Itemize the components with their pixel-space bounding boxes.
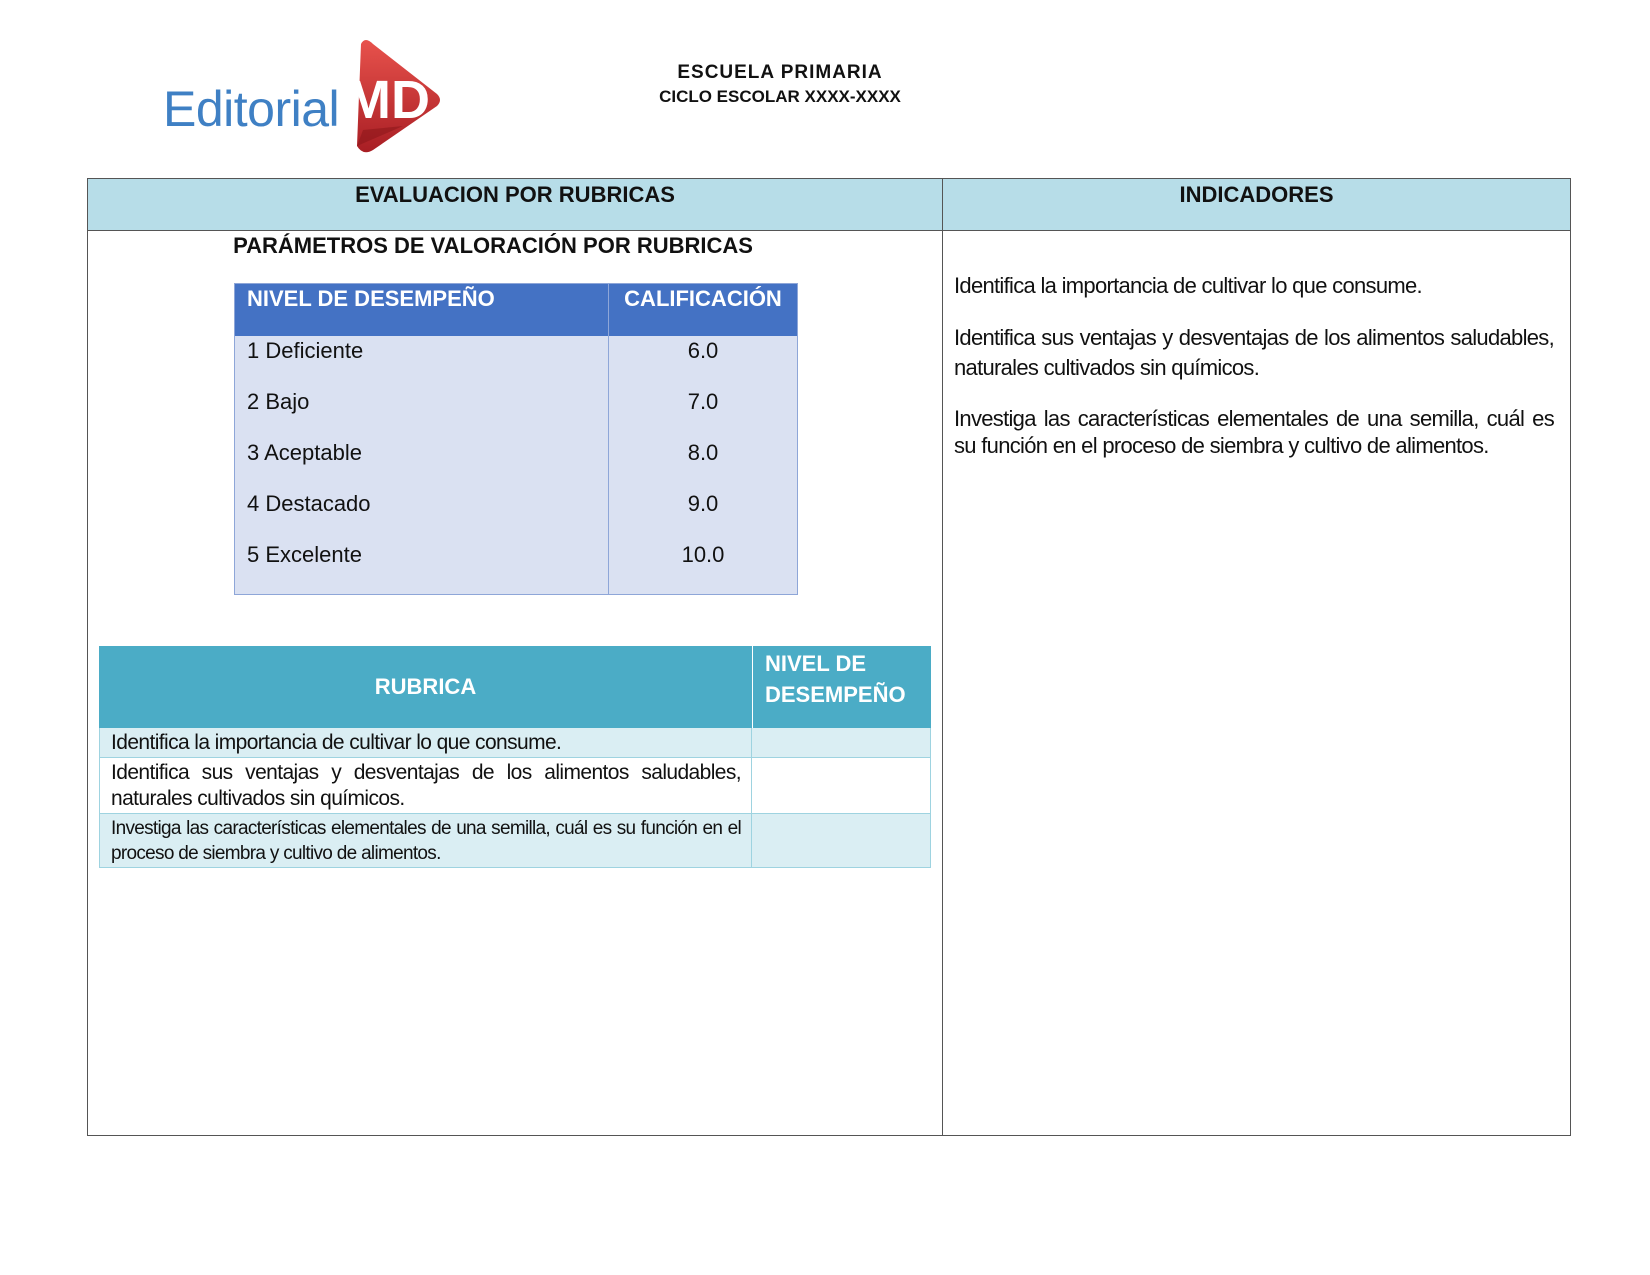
rubric-criterion: Identifica sus ventajas y desventajas de los alimentos saludables, naturales cultivados sin químicos. <box>100 758 752 813</box>
school-name: ESCUELA PRIMARIA <box>677 62 883 83</box>
level-grade: 10.0 <box>681 542 725 567</box>
logo-wordmark: Editorial <box>163 81 340 137</box>
level-grade: 7.0 <box>687 389 719 414</box>
level-name: 3 Aceptable <box>247 440 362 465</box>
logo-md-letters: MD <box>346 70 430 130</box>
editorial-md-logo <box>160 38 460 158</box>
level-grade: 6.0 <box>687 338 719 363</box>
school-header <box>600 62 960 107</box>
rubric-header: RUBRICA <box>374 674 477 699</box>
logo-md-mark <box>343 38 443 156</box>
rubric-level-cell[interactable] <box>752 814 930 867</box>
performance-levels-table <box>234 283 798 595</box>
level-name: 4 Destacado <box>247 491 371 516</box>
table-row <box>99 814 931 868</box>
level-grade: 8.0 <box>687 440 719 465</box>
rubric-level-cell[interactable] <box>752 728 930 757</box>
params-title: PARÁMETROS DE VALORACIÓN POR RUBRICAS <box>233 233 753 258</box>
indicator-item: Investiga las características elementales de una semilla, cuál es su función en el proceso de siembra y cultivo de alimentos. <box>954 406 1554 458</box>
left-column-heading: EVALUACION POR RUBRICAS <box>88 179 942 231</box>
level-grade: 9.0 <box>687 491 719 516</box>
table-row <box>99 758 931 814</box>
level-name: 5 Excelente <box>247 542 362 567</box>
rubric-criterion: Investiga las características elementales de una semilla, cuál es su función en el proceso de siembra y cultivo de alimentos. <box>100 814 752 867</box>
level-name: 2 Bajo <box>247 389 310 414</box>
rubric-criterion: Identifica la importancia de cultivar lo que consume. <box>100 728 752 757</box>
evaluation-table <box>87 178 1571 1136</box>
level-name: 1 Deficiente <box>247 338 364 363</box>
rubric-level-cell[interactable] <box>752 758 930 813</box>
indicators-list <box>954 271 1554 481</box>
rubric-table <box>99 646 931 868</box>
indicator-item: Identifica sus ventajas y desventajas de los alimentos saludables, naturales cultivados sin químicos. <box>954 325 1554 380</box>
table-row <box>99 728 931 758</box>
rubric-level-header: NIVEL DE DESEMPEÑO <box>752 646 931 728</box>
indicator-item: Identifica la importancia de cultivar lo que consume. <box>954 273 1422 298</box>
school-cycle: CICLO ESCOLAR XXXX-XXXX <box>659 87 901 106</box>
levels-header-grade: CALIFICACIÓN <box>624 286 782 311</box>
indicators-column <box>943 179 1570 1135</box>
levels-header-level: NIVEL DE DESEMPEÑO <box>235 284 609 336</box>
rubric-evaluation-column <box>88 179 943 1135</box>
right-column-heading: INDICADORES <box>943 179 1570 231</box>
